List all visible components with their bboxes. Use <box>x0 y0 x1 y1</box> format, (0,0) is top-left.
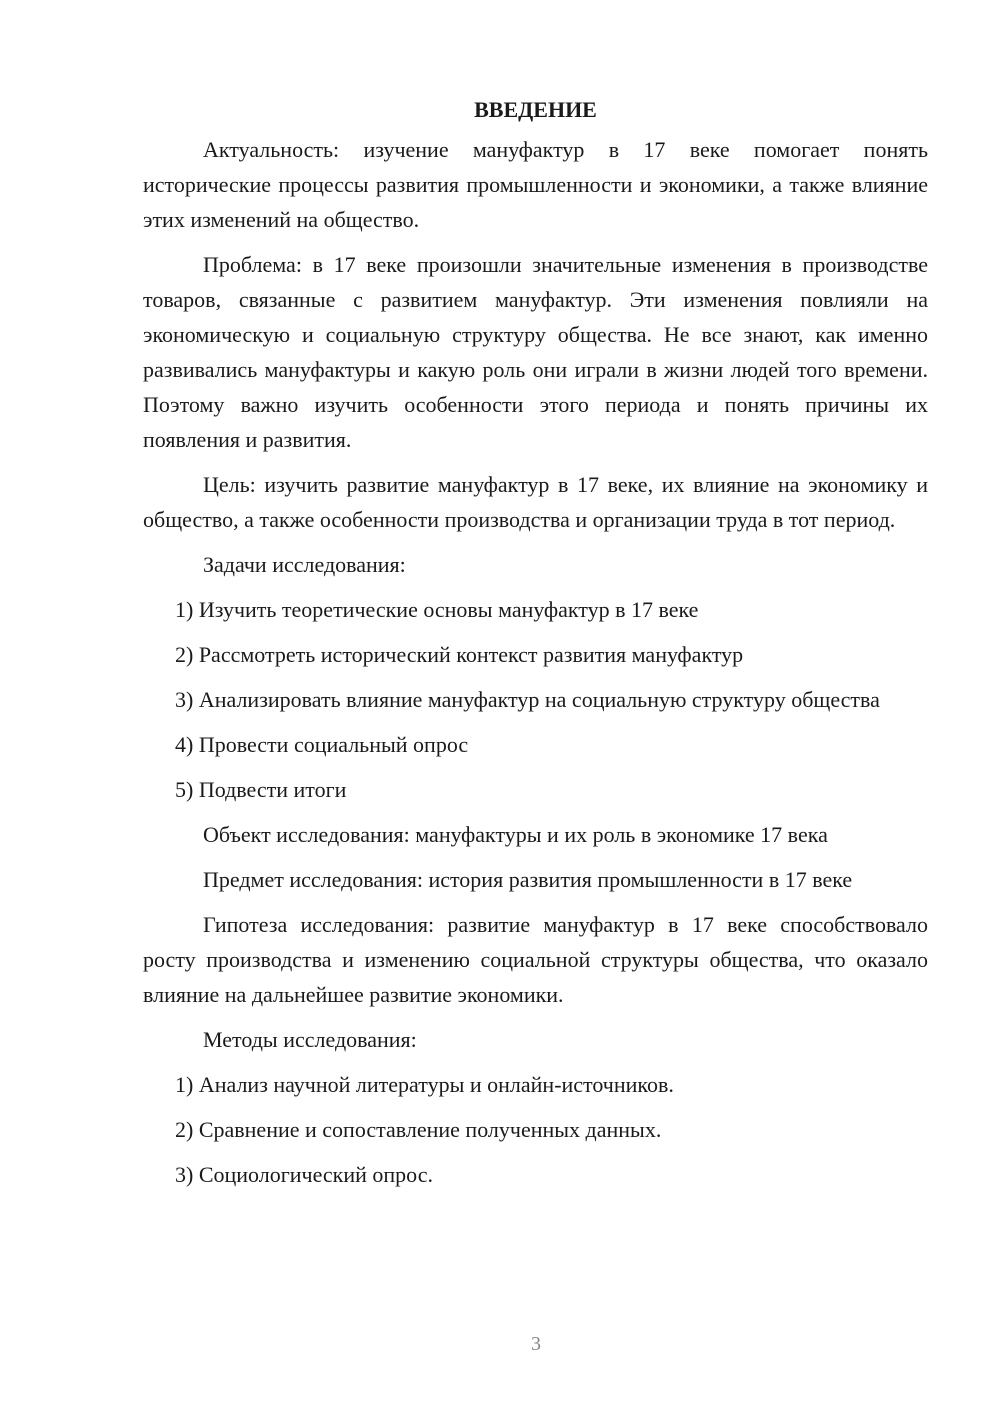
task-item: 1) Изучить теоретические основы мануфактур в 17 веке <box>175 597 699 622</box>
relevance-paragraph: Актуальность: изучение мануфактур в 17 веке помогает понять исторические процессы развития промышленности и экономики, а также влияние этих изменений на общество. <box>143 137 928 232</box>
task-item: 3) Анализировать влияние мануфактур на социальную структуру общества <box>175 687 880 712</box>
object-paragraph: Объект исследования: мануфактуры и их роль в экономике 17 века <box>203 822 828 847</box>
tasks-heading: Задачи исследования: <box>203 552 406 577</box>
document-page <box>143 92 928 1202</box>
hypothesis-paragraph: Гипотеза исследования: развитие мануфактур в 17 веке способствовало росту производства и изменению социальной структуры общества, что оказало влияние на дальнейшее развитие экономики. <box>143 912 928 1007</box>
subject-paragraph: Предмет исследования: история развития промышленности в 17 веке <box>203 867 853 892</box>
problem-paragraph: Проблема: в 17 веке произошли значительные изменения в производстве товаров, связанные с развитием мануфактур. Эти изменения повлияли на экономическую и социальную структуру общества. Не все знают, как именно развивались мануфактуры и какую роль они играли в жизни людей того времени. Поэтому важно изучить особенности этого периода и понять причины их появления и развития. <box>143 252 928 452</box>
task-item: 5) Подвести итоги <box>175 777 347 802</box>
page-number: 3 <box>531 1333 541 1355</box>
method-item: 1) Анализ научной литературы и онлайн-источников. <box>175 1072 674 1097</box>
task-item: 2) Рассмотреть исторический контекст развития мануфактур <box>175 642 744 667</box>
goal-paragraph: Цель: изучить развитие мануфактур в 17 веке, их влияние на экономику и общество, а также особенности производства и организации труда в тот период. <box>143 472 928 532</box>
methods-heading: Методы исследования: <box>203 1027 417 1052</box>
method-item: 3) Социологический опрос. <box>175 1162 433 1187</box>
method-item: 2) Сравнение и сопоставление полученных данных. <box>175 1117 662 1142</box>
task-item: 4) Провести социальный опрос <box>175 732 469 757</box>
page-title: ВВЕДЕНИЕ <box>474 97 597 122</box>
